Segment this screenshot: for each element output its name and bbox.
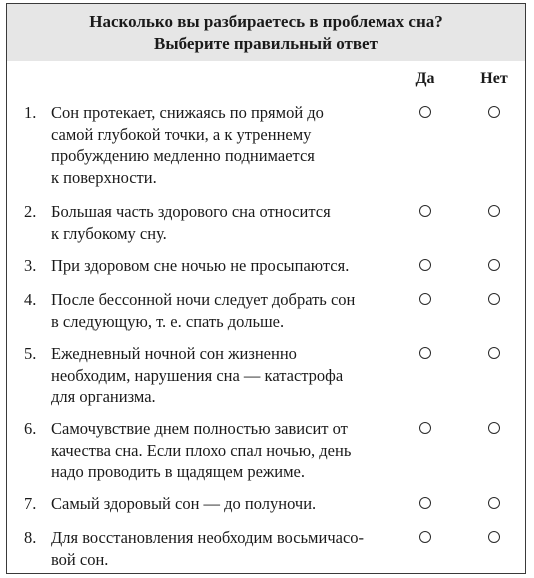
question-text-line: качества сна. Если плохо спал ночью, день [51,440,352,460]
question-text-line: пробуждению медленно поднимается [51,146,315,165]
question-text-line: надо проводить в щадящем режиме. [51,462,306,481]
column-header-no: Нет [480,70,508,87]
question-number: 1. [24,103,37,122]
question-text-line: При здоровом сне ночью не просыпаются. [51,256,350,275]
answer-yes-radio[interactable] [419,347,431,359]
question-text [51,201,381,244]
question-text-line: самой глубокой точки, а к утреннему [51,124,312,144]
question-text-line: необходим, нарушения сна — катастрофа [51,365,344,385]
question-text [51,289,381,332]
question-number: 4. [24,290,37,309]
question-text-line: для организма. [51,387,156,406]
question-text [51,343,381,408]
question-text-line: Ежедневный ночной сон жизненно [51,344,297,363]
question-number: 3. [24,256,37,275]
question-text-line: Самочувствие днем полностью зависит от [51,419,348,438]
question-text-line: вой сон. [51,549,109,569]
question-text-line: Большая часть здорового сна относится [51,202,331,221]
question-text [51,418,381,483]
answer-no-radio[interactable] [488,205,500,217]
question-text-line: к глубокому сну. [51,223,167,243]
answer-yes-radio[interactable] [419,531,431,543]
question-number: 2. [24,202,37,221]
question-text-line: Самый здоровый сон — до полуночи. [51,494,317,513]
answer-yes-radio[interactable] [419,106,431,118]
question-text-line: в следующую, т. е. спать дольше. [51,311,285,331]
question-number: 8. [24,528,37,547]
question-text [51,493,381,515]
answer-no-radio[interactable] [488,347,500,359]
answer-no-radio[interactable] [488,106,500,118]
question-number: 7. [24,494,37,513]
question-text-line: Сон протекает, снижаясь по прямой до [51,103,324,122]
answer-yes-radio[interactable] [419,293,431,305]
answer-no-radio[interactable] [488,497,500,509]
sleep-quiz [6,3,526,574]
question-text-line: к поверхности. [51,167,157,187]
column-header-yes: Да [415,70,435,87]
quiz-title: Насколько вы разбираетесь в проблемах сна? [89,12,443,31]
question-text-line: Для восстановления необходим восьмичасо- [51,528,365,547]
question-text [51,102,381,188]
question-text [51,527,381,570]
question-text [51,255,381,277]
answer-yes-radio[interactable] [419,497,431,509]
question-text-line: После бессонной ночи следует добрать сон [51,290,356,309]
answer-no-radio[interactable] [488,259,500,271]
quiz-header [7,4,525,61]
quiz-instruction: Выберите правильный ответ [154,34,378,53]
question-number: 5. [24,344,37,363]
answer-no-radio[interactable] [488,531,500,543]
answer-no-radio[interactable] [488,422,500,434]
answer-no-radio[interactable] [488,293,500,305]
answer-column-headers [7,70,525,90]
answer-yes-radio[interactable] [419,259,431,271]
question-number: 6. [24,419,37,438]
answer-yes-radio[interactable] [419,422,431,434]
answer-yes-radio[interactable] [419,205,431,217]
